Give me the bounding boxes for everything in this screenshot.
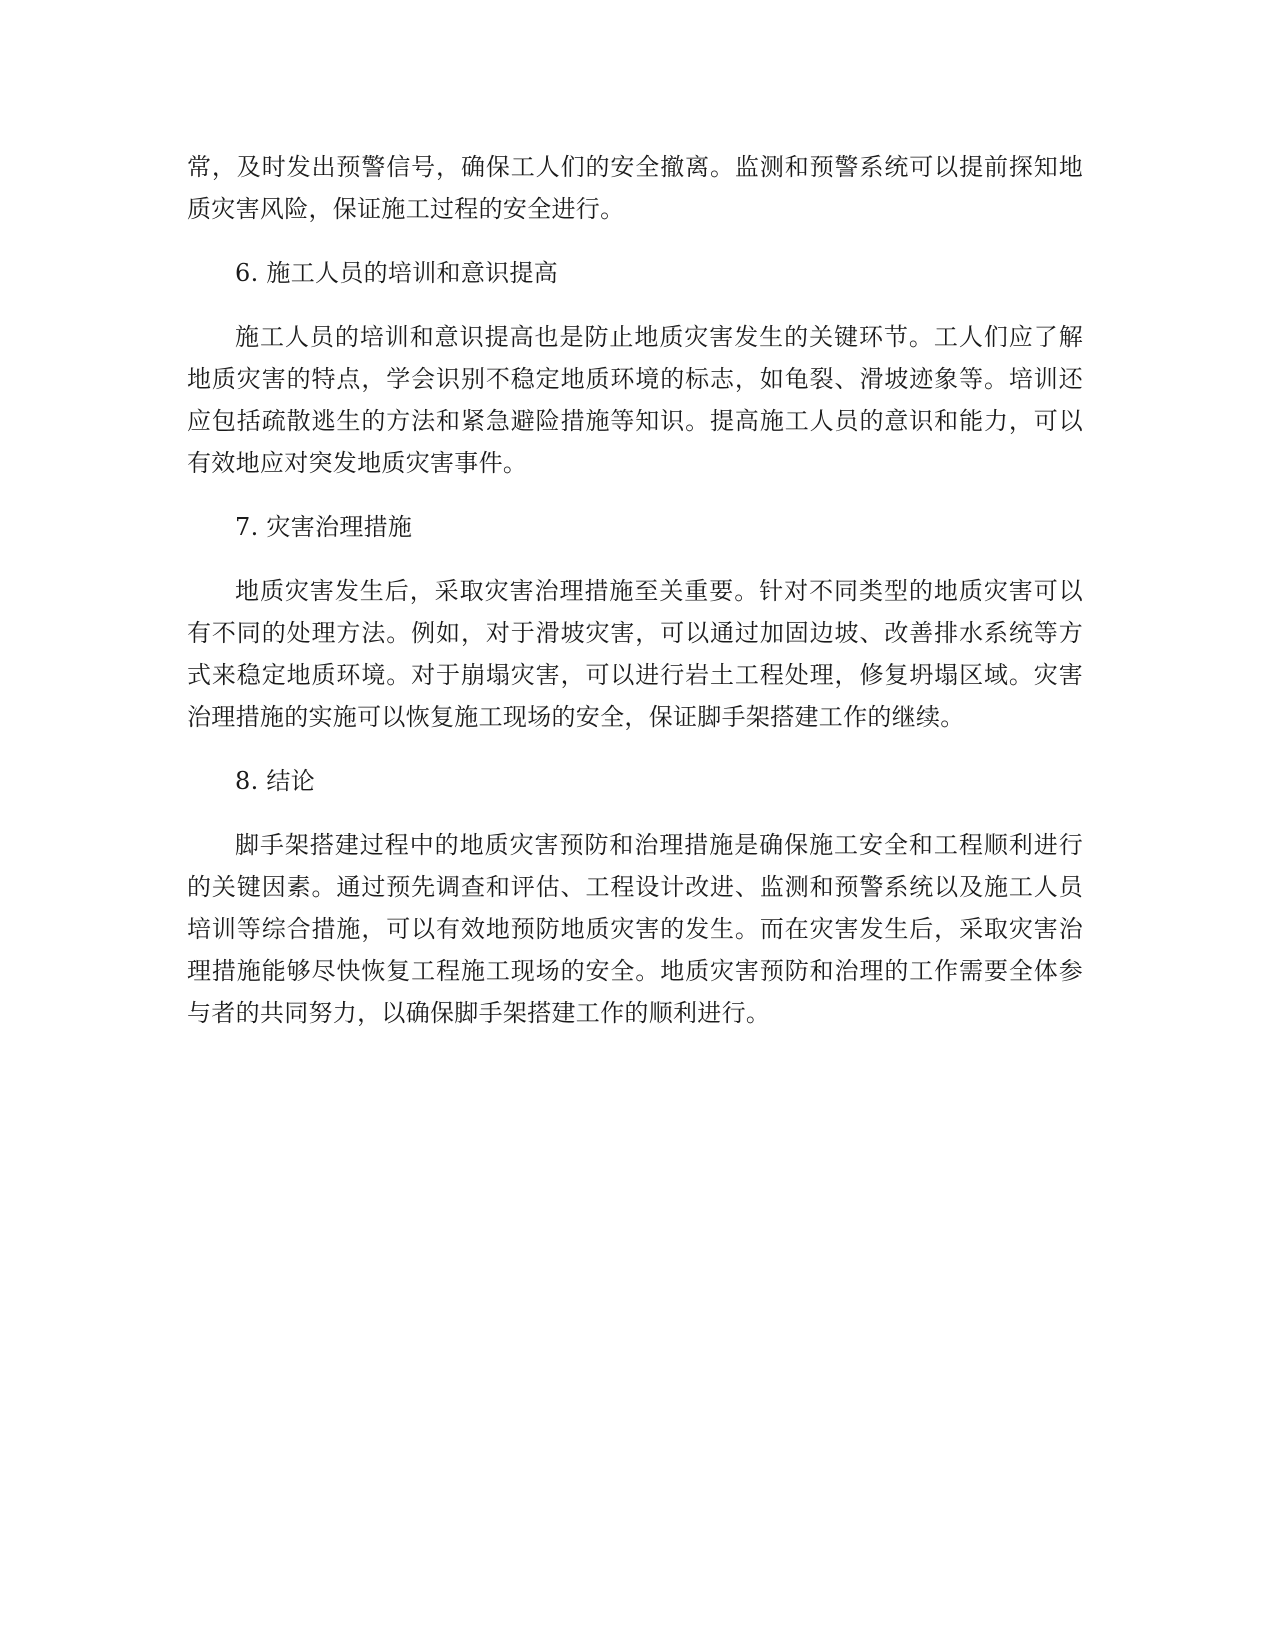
section-heading-remediation: 7. 灾害治理措施 bbox=[235, 513, 413, 541]
section-heading-training: 6. 施工人员的培训和意识提高 bbox=[235, 259, 559, 287]
paragraph-remediation: 地质灾害发生后，采取灾害治理措施至关重要。针对不同类型的地质灾害可以有不同的处理方法。例如，对于滑坡灾害，可以通过加固边坡、改善排水系统等方式来稳定地质环境。对于崩塌灾害，可以进行岩土工程处理，修复坍塌区域。灾害治理措施的实施可以恢复施工现场的安全，保证脚手架搭建工作的继续。 bbox=[187, 577, 1083, 731]
paragraph-training: 施工人员的培训和意识提高也是防止地质灾害发生的关键环节。工人们应了解地质灾害的特点，学会识别不稳定地质环境的标志，如龟裂、滑坡迹象等。培训还应包括疏散逃生的方法和紧急避险措施等知识。提高施工人员的意识和能力，可以有效地应对突发地质灾害事件。 bbox=[187, 323, 1083, 477]
section-heading-conclusion: 8. 结论 bbox=[235, 767, 316, 795]
document-body bbox=[187, 146, 1083, 1056]
paragraph-conclusion: 脚手架搭建过程中的地质灾害预防和治理措施是确保施工安全和工程顺利进行的关键因素。通过预先调查和评估、工程设计改进、监测和预警系统以及施工人员培训等综合措施，可以有效地预防地质灾害的发生。而在灾害发生后，采取灾害治理措施能够尽快恢复工程施工现场的安全。地质灾害预防和治理的工作需要全体参与者的共同努力，以确保脚手架搭建工作的顺利进行。 bbox=[187, 831, 1083, 1027]
paragraph-monitoring-continued: 常，及时发出预警信号，确保工人们的安全撤离。监测和预警系统可以提前探知地质灾害风险，保证施工过程的安全进行。 bbox=[187, 153, 1083, 223]
